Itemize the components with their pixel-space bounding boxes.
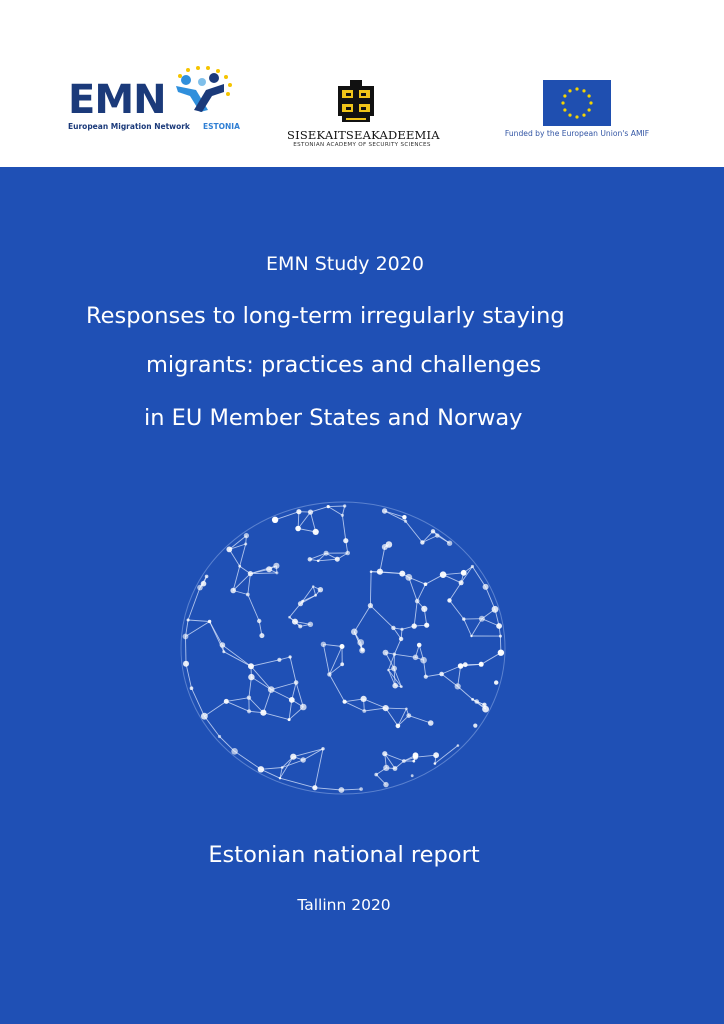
globe-node xyxy=(327,505,330,508)
globe-link xyxy=(251,677,271,690)
globe-node xyxy=(386,541,393,548)
globe-link xyxy=(345,702,365,711)
globe-node xyxy=(447,541,452,546)
globe-node xyxy=(396,724,401,729)
globe-node xyxy=(248,663,254,669)
globe-node xyxy=(226,547,232,553)
globe-link xyxy=(186,664,192,688)
globe-node xyxy=(288,718,291,721)
globe-link xyxy=(398,709,407,726)
globe-link xyxy=(263,713,289,720)
globe-node xyxy=(399,637,403,641)
globe-link xyxy=(481,653,501,665)
globe-node xyxy=(440,571,447,578)
globe-node xyxy=(295,526,301,532)
globe-link xyxy=(472,567,485,587)
globe-link xyxy=(318,559,337,561)
globe-link xyxy=(226,701,249,711)
globe-link xyxy=(354,606,370,632)
globe-node xyxy=(383,782,388,787)
globe-link xyxy=(341,789,361,790)
globe-node xyxy=(412,623,417,628)
globe-node xyxy=(268,686,275,693)
eu-star-icon xyxy=(588,94,591,97)
globe-node xyxy=(246,593,250,597)
globe-node xyxy=(482,706,489,713)
globe-node xyxy=(474,699,479,704)
globe-link xyxy=(248,574,251,595)
globe-node xyxy=(479,616,485,622)
emn-country-label: ESTONIA xyxy=(203,122,240,131)
emn-subtitle: European Migration Network xyxy=(68,122,190,131)
globe-node xyxy=(406,713,411,718)
globe-node xyxy=(300,704,307,711)
globe-node xyxy=(383,765,389,771)
globe-link xyxy=(303,749,323,760)
eu-funding-caption: Funded by the European Union's AMIF xyxy=(504,129,650,138)
eu-star-icon xyxy=(563,94,566,97)
globe-node xyxy=(317,560,320,563)
globe-node xyxy=(289,655,292,658)
globe-node xyxy=(494,680,498,684)
globe-link xyxy=(226,698,249,702)
academy-crest-icon xyxy=(336,80,376,124)
globe-node xyxy=(292,619,298,625)
globe-node xyxy=(289,697,295,703)
eu-star-icon xyxy=(575,115,578,118)
globe-node xyxy=(420,540,424,544)
eu-star-icon xyxy=(568,114,571,117)
globe-node xyxy=(377,569,383,575)
globe-node xyxy=(222,650,225,653)
globe-node xyxy=(402,759,406,763)
globe-link xyxy=(442,666,461,674)
globe-link xyxy=(315,749,323,788)
report-type: Estonian national report xyxy=(208,842,480,868)
globe-node xyxy=(424,623,429,628)
globe-node xyxy=(405,708,408,711)
globe-link xyxy=(386,708,407,709)
globe-link xyxy=(406,521,423,542)
globe-node xyxy=(470,635,472,637)
globe-link xyxy=(370,606,393,628)
globe-node xyxy=(424,582,428,586)
globe-node xyxy=(447,598,451,602)
globe-link xyxy=(290,604,301,618)
globe-node xyxy=(393,653,396,656)
globe-node xyxy=(417,643,422,648)
globe-node xyxy=(361,648,365,652)
globe-node xyxy=(455,683,461,689)
globe-node xyxy=(434,762,437,765)
globe-link xyxy=(263,690,271,713)
globe-node xyxy=(298,624,302,628)
globe-node xyxy=(431,529,435,533)
globe-node xyxy=(294,680,299,685)
eu-star-icon xyxy=(582,114,585,117)
globe-link xyxy=(275,512,299,520)
globe-node xyxy=(400,628,403,631)
globe-node xyxy=(308,622,313,627)
globe-link xyxy=(450,583,462,601)
globe-node xyxy=(439,672,444,677)
globe-link xyxy=(224,652,251,667)
globe-node xyxy=(402,515,406,519)
globe-link xyxy=(472,619,482,636)
globe-link xyxy=(323,644,329,674)
eu-star-icon xyxy=(575,87,578,90)
globe-node xyxy=(247,709,251,713)
globe-link xyxy=(486,587,495,609)
globe-link xyxy=(415,755,436,757)
globe-node xyxy=(335,557,340,562)
globe-link xyxy=(422,536,437,543)
globe-node xyxy=(405,574,412,581)
globe-link xyxy=(386,708,398,726)
globe-link xyxy=(248,595,259,622)
globe-node xyxy=(498,650,504,656)
eu-star-icon xyxy=(563,108,566,111)
globe-link xyxy=(450,600,464,619)
globe-node xyxy=(412,760,415,763)
title-line-3: in EU Member States and Norway xyxy=(144,405,523,431)
network-globe-illustration xyxy=(178,498,508,798)
globe-node xyxy=(471,698,474,701)
globe-node xyxy=(343,538,348,543)
globe-node xyxy=(201,713,208,720)
globe-node xyxy=(318,587,323,592)
globe-node xyxy=(424,675,428,679)
globe-node xyxy=(238,565,241,568)
eu-star-icon xyxy=(588,108,591,111)
globe-node xyxy=(314,594,317,597)
globe-node xyxy=(413,755,418,760)
globe-node xyxy=(399,571,405,577)
globe-link xyxy=(271,690,292,700)
globe-node xyxy=(312,785,317,790)
globe-link xyxy=(271,683,296,690)
globe-node xyxy=(361,696,367,702)
globe-node xyxy=(411,774,414,777)
globe-link xyxy=(293,749,323,757)
globe-node xyxy=(273,563,279,569)
globe-node xyxy=(339,787,345,793)
study-label: EMN Study 2020 xyxy=(266,253,424,275)
globe-node xyxy=(244,543,247,546)
globe-link xyxy=(240,544,246,566)
eu-star-icon xyxy=(589,101,592,104)
globe-node xyxy=(473,724,477,728)
globe-node xyxy=(343,700,347,704)
globe-link xyxy=(329,647,342,675)
globe-node xyxy=(275,571,278,574)
globe-node xyxy=(312,585,315,588)
globe-node xyxy=(208,620,211,623)
globe-node xyxy=(457,744,460,747)
eu-star-icon xyxy=(582,89,585,92)
globe-link xyxy=(289,700,292,720)
globe-node xyxy=(290,754,296,760)
globe-link xyxy=(464,619,472,636)
globe-link xyxy=(188,620,210,622)
globe-node xyxy=(197,585,203,591)
title-line-1: Responses to long-term irregularly staying xyxy=(86,303,565,329)
globe-node xyxy=(435,533,439,537)
globe-node xyxy=(413,655,419,661)
globe-node xyxy=(499,635,502,638)
emn-logo xyxy=(66,66,246,136)
globe-node xyxy=(247,696,251,700)
globe-node xyxy=(288,616,291,619)
globe-link xyxy=(311,507,329,512)
globe-node xyxy=(244,533,249,538)
logo-header xyxy=(0,0,724,167)
academy-name: SISEKAITSEAKADEEMIA xyxy=(287,128,440,142)
globe-node xyxy=(461,570,467,576)
globe-node xyxy=(400,685,403,688)
globe-link xyxy=(409,716,431,723)
globe-node xyxy=(321,747,324,750)
globe-link xyxy=(426,674,442,677)
globe-node xyxy=(308,510,313,515)
globe-node xyxy=(492,606,499,613)
emn-people-icon xyxy=(172,66,236,118)
globe-node xyxy=(404,520,407,523)
globe-node xyxy=(345,551,350,556)
globe-link xyxy=(364,699,386,708)
globe-link xyxy=(315,788,342,790)
globe-node xyxy=(183,661,189,667)
globe-node xyxy=(296,509,301,514)
globe-node xyxy=(230,588,236,594)
globe-node xyxy=(248,571,253,576)
globe-node xyxy=(382,508,387,513)
globe-node xyxy=(362,709,366,713)
place-year: Tallinn 2020 xyxy=(297,896,391,914)
globe-node xyxy=(383,705,389,711)
globe-node xyxy=(420,657,427,664)
globe-node xyxy=(259,633,264,638)
globe-link xyxy=(417,584,425,601)
globe-link xyxy=(229,536,246,550)
globe-node xyxy=(463,662,468,667)
globe-link xyxy=(364,708,385,711)
globe-node xyxy=(374,773,378,777)
globe-node xyxy=(459,580,464,585)
globe-node xyxy=(231,748,238,755)
globe-node xyxy=(279,777,281,779)
globe-link xyxy=(394,639,401,654)
globe-node xyxy=(190,686,194,690)
globe-node xyxy=(458,663,464,669)
globe-link xyxy=(380,547,385,572)
academy-subtitle: ESTONIAN ACADEMY OF SECURITY SCIENCES xyxy=(293,142,431,148)
globe-link xyxy=(229,549,239,566)
globe-link xyxy=(188,588,200,620)
globe-node xyxy=(343,504,346,507)
globe-node xyxy=(220,642,226,648)
globe-link xyxy=(329,674,344,701)
globe-link xyxy=(249,698,264,713)
globe-node xyxy=(257,619,261,623)
globe-node xyxy=(433,752,439,758)
globe-node xyxy=(483,584,489,590)
globe-node xyxy=(383,650,389,656)
globe-node xyxy=(351,629,358,636)
globe-link xyxy=(210,622,223,646)
globe-node xyxy=(357,639,364,646)
globe-node xyxy=(340,644,345,649)
globe-link xyxy=(370,572,371,606)
globe-node xyxy=(248,674,254,680)
globe-node xyxy=(298,601,303,606)
globe-node xyxy=(308,557,312,561)
globe-node xyxy=(327,672,331,676)
globe-node xyxy=(387,669,390,672)
globe-link xyxy=(342,515,345,540)
globe-link xyxy=(433,531,450,543)
title-line-2: migrants: practices and challenges xyxy=(146,352,542,378)
globe-link xyxy=(409,577,417,601)
globe-link xyxy=(298,512,310,528)
globe-link xyxy=(323,644,342,646)
globe-node xyxy=(324,551,329,556)
globe-link xyxy=(414,601,417,626)
globe-node xyxy=(479,662,484,667)
globe-node xyxy=(277,658,281,662)
globe-link xyxy=(261,768,282,770)
globe-node xyxy=(321,642,326,647)
globe-node xyxy=(258,766,264,772)
globe-node xyxy=(224,699,229,704)
globe-node xyxy=(391,666,397,672)
globe-link xyxy=(394,654,415,657)
globe-node xyxy=(301,757,306,762)
globe-node xyxy=(260,710,266,716)
globe-node xyxy=(205,575,209,579)
eu-star-icon xyxy=(568,89,571,92)
globe-node xyxy=(393,766,398,771)
globe-node xyxy=(368,603,373,608)
globe-node xyxy=(428,720,434,726)
globe-node xyxy=(341,514,344,517)
globe-link xyxy=(251,660,279,667)
globe-node xyxy=(421,606,427,612)
eu-flag-icon xyxy=(543,80,611,126)
globe-node xyxy=(370,570,373,573)
globe-link xyxy=(422,531,433,542)
globe-link xyxy=(280,778,315,788)
globe-node xyxy=(218,735,221,738)
eu-star-icon xyxy=(561,101,564,104)
globe-node xyxy=(415,599,420,604)
emn-wordmark: EMN xyxy=(68,77,166,123)
globe-node xyxy=(340,662,344,666)
globe-link xyxy=(192,688,205,716)
globe-link xyxy=(282,760,303,768)
globe-node xyxy=(183,634,189,640)
globe-link xyxy=(186,637,187,664)
globe-link xyxy=(186,622,210,637)
globe-node xyxy=(272,517,278,523)
globe-link xyxy=(328,507,342,516)
globe-link xyxy=(290,657,296,683)
globe-node xyxy=(359,787,363,791)
globe-node xyxy=(471,565,474,568)
globe-node xyxy=(392,683,398,689)
globe-node xyxy=(391,626,395,630)
globe-link xyxy=(328,506,345,507)
globe-node xyxy=(266,566,272,572)
globe-node xyxy=(313,529,319,535)
globe-node xyxy=(496,623,502,629)
globe-node xyxy=(281,766,284,769)
globe-link xyxy=(222,645,251,666)
globe-node xyxy=(462,617,465,620)
globe-link xyxy=(310,553,326,559)
globe-node xyxy=(187,619,190,622)
globe-node xyxy=(382,751,387,756)
globe-link xyxy=(204,701,226,716)
